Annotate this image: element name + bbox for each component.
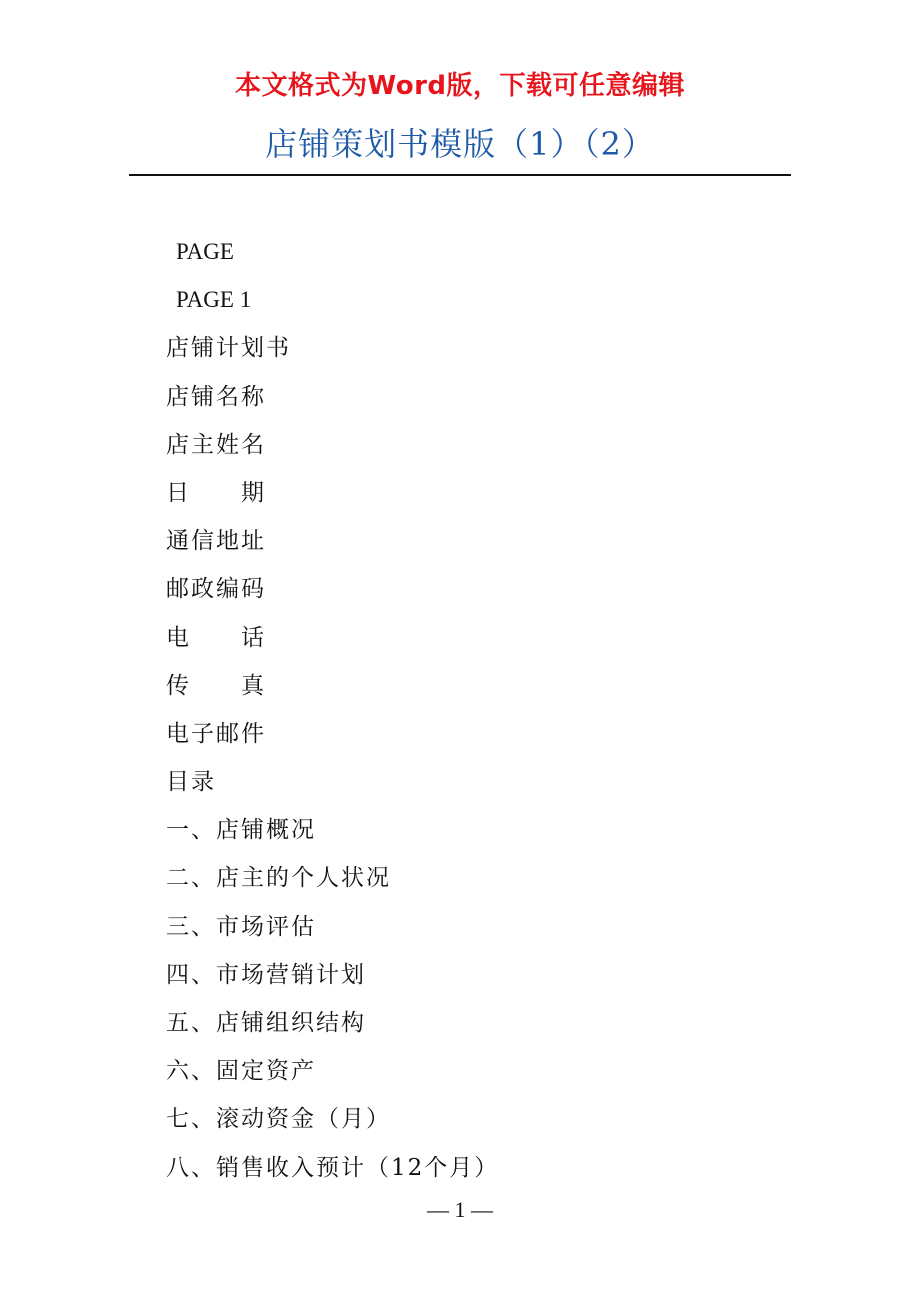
- toc-item: 七、滚动资金（月）: [166, 1106, 391, 1133]
- toc-item: 六、固定资产: [166, 1058, 316, 1085]
- toc-item: 二、店主的个人状况: [166, 865, 391, 892]
- toc-item: 四、市场营销计划: [166, 961, 366, 988]
- toc-item: 一、店铺概况: [166, 817, 316, 844]
- toc-item: 三、市场评估: [166, 913, 316, 940]
- page-number: — 1 —: [427, 1197, 493, 1222]
- page-field-code: PAGE: [176, 239, 234, 264]
- document-title: 店铺策划书模版（1）（2）: [265, 125, 655, 163]
- toc-item: 五、店铺组织结构: [166, 1010, 366, 1036]
- owner-name-field: 店主姓名: [166, 431, 266, 458]
- date-field: 日 期: [166, 479, 266, 506]
- shop-name-field: 店铺名称: [166, 383, 266, 410]
- cover-heading: 店铺计划书: [166, 335, 291, 362]
- document-body: [166, 228, 806, 1192]
- page-field-code-1: PAGE 1: [176, 287, 252, 313]
- email-field: 电子邮件: [166, 720, 266, 747]
- title-divider: [129, 174, 791, 176]
- fax-field: 传 真: [166, 672, 266, 699]
- format-notice: 本文格式为Word版，下载可任意编辑: [234, 71, 686, 101]
- address-field: 通信地址: [166, 528, 266, 555]
- postcode-field: 邮政编码: [166, 576, 266, 603]
- phone-field: 电 话: [166, 624, 266, 651]
- toc-heading: 目录: [166, 769, 216, 796]
- toc-item: 八、销售收入预计（12个月）: [166, 1154, 500, 1181]
